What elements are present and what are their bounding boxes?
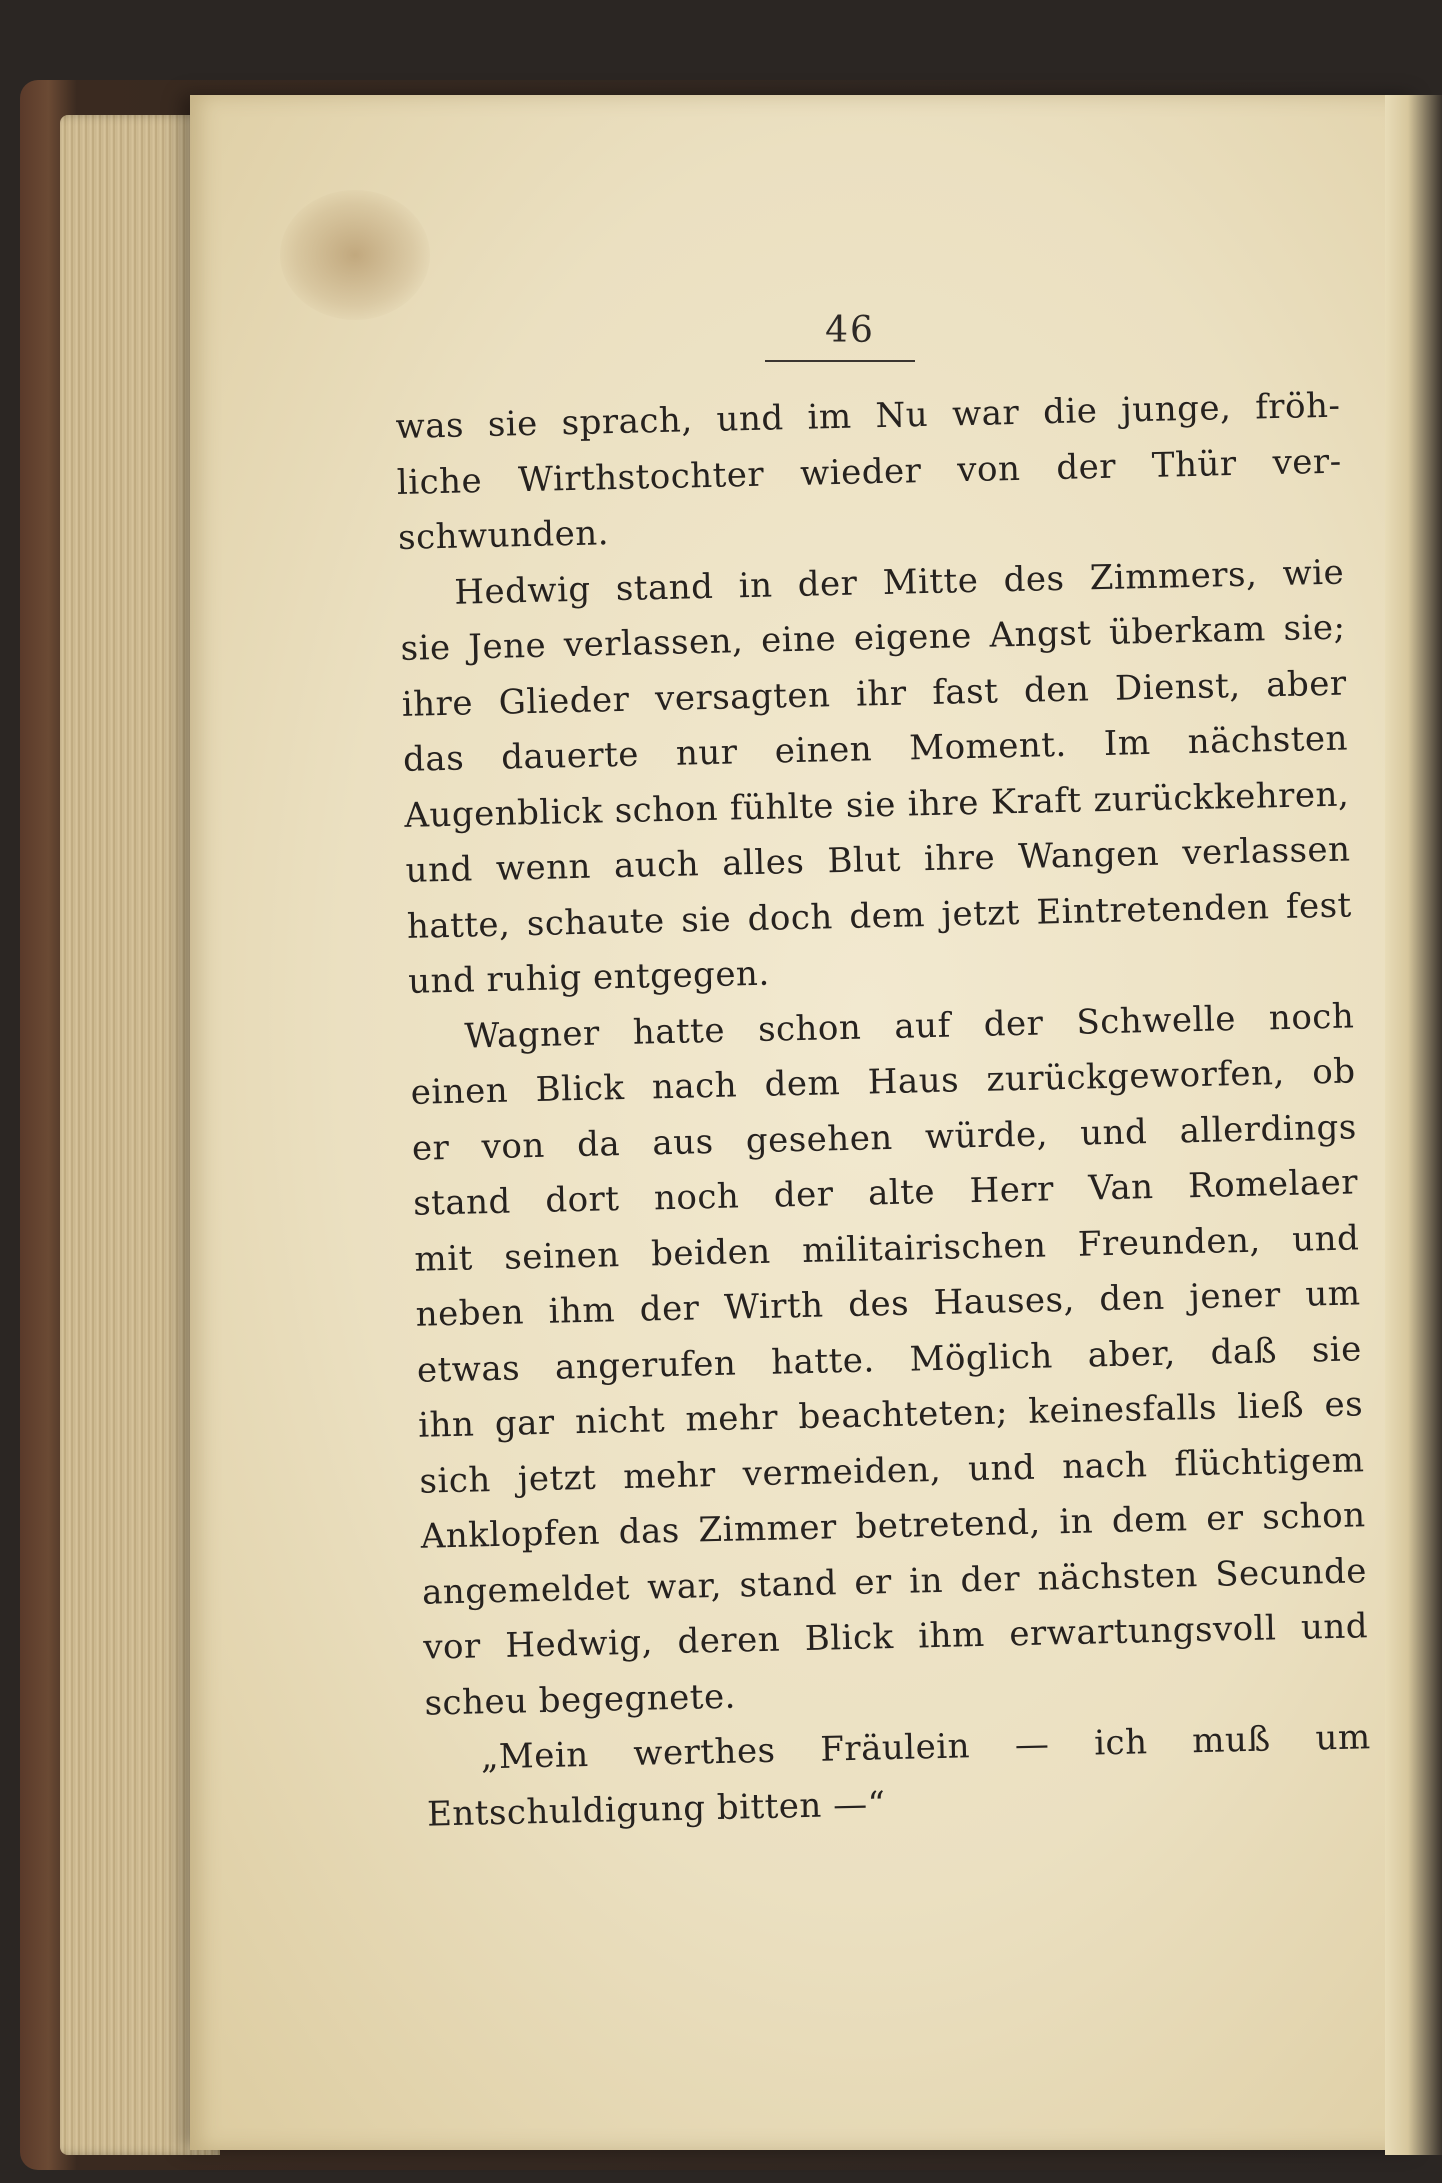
text-line: ihn gar nicht mehr beachteten; keinesfalls ließ es bbox=[417, 1384, 1364, 1446]
text-line: Wagner hatte schon auf der Schwelle noch bbox=[463, 995, 1355, 1057]
page-edge bbox=[1385, 95, 1442, 2155]
text-line: etwas angerufen hatte. Möglich aber, daß sie bbox=[416, 1328, 1363, 1391]
page-number: 46 bbox=[825, 310, 875, 351]
text-line: Entschuldigung bitten —“ bbox=[426, 1783, 886, 1835]
text-line: schwunden. bbox=[397, 513, 610, 558]
text-line: stand dort noch der alte Herr Van Romelaer bbox=[412, 1162, 1359, 1224]
text-line: hatte, schaute sie doch dem jetzt Eintretenden fest bbox=[406, 884, 1353, 947]
text-line: und ruhig entgegen. bbox=[407, 953, 771, 1002]
page-number-rule bbox=[765, 360, 915, 362]
text-line: angemeldet war, stand er in der nächsten Secunde bbox=[421, 1550, 1368, 1613]
text-line: mit seinen beiden militairischen Freunden, und bbox=[414, 1217, 1360, 1280]
text-line: Augenblick schon fühlte sie ihre Kraft zurückkehren, bbox=[403, 773, 1350, 836]
text-line: neben ihm der Wirth des Hauses, den jener um bbox=[415, 1273, 1361, 1335]
text-line: sich jetzt mehr vermeiden, und nach flüchtigem bbox=[419, 1439, 1365, 1502]
text-line: was sie sprach, und im Nu war die junge, fröh- bbox=[395, 385, 1341, 447]
text-line: Hedwig stand in der Mitte des Zimmers, wie bbox=[453, 552, 1345, 613]
text-line: das dauerte nur einen Moment. Im nächsten bbox=[402, 718, 1349, 780]
text-line: „Mein werthes Fräulein — ich muß um bbox=[480, 1717, 1372, 1778]
paper-stain bbox=[280, 190, 430, 320]
text-line: scheu begegnete. bbox=[424, 1676, 737, 1724]
text-line: liche Wirthstochter wieder von der Thür ver- bbox=[396, 441, 1343, 503]
text-line: sie Jene verlassen, eine eigene Angst überkam sie; bbox=[400, 607, 1346, 669]
text-line: einen Blick nach dem Haus zurückgeworfen, ob bbox=[410, 1051, 1356, 1113]
text-line: Anklopfen das Zimmer betretend, in dem er schon bbox=[420, 1495, 1367, 1557]
text-line: ihre Glieder versagten ihr fast den Dienst, aber bbox=[401, 662, 1348, 725]
text-line: vor Hedwig, deren Blick ihm erwartungsvoll und bbox=[422, 1606, 1369, 1668]
text-line: er von da aus gesehen würde, und allerdings bbox=[411, 1106, 1358, 1169]
body-text bbox=[395, 379, 1372, 1843]
text-line: und wenn auch alles Blut ihre Wangen verlassen bbox=[405, 829, 1351, 891]
